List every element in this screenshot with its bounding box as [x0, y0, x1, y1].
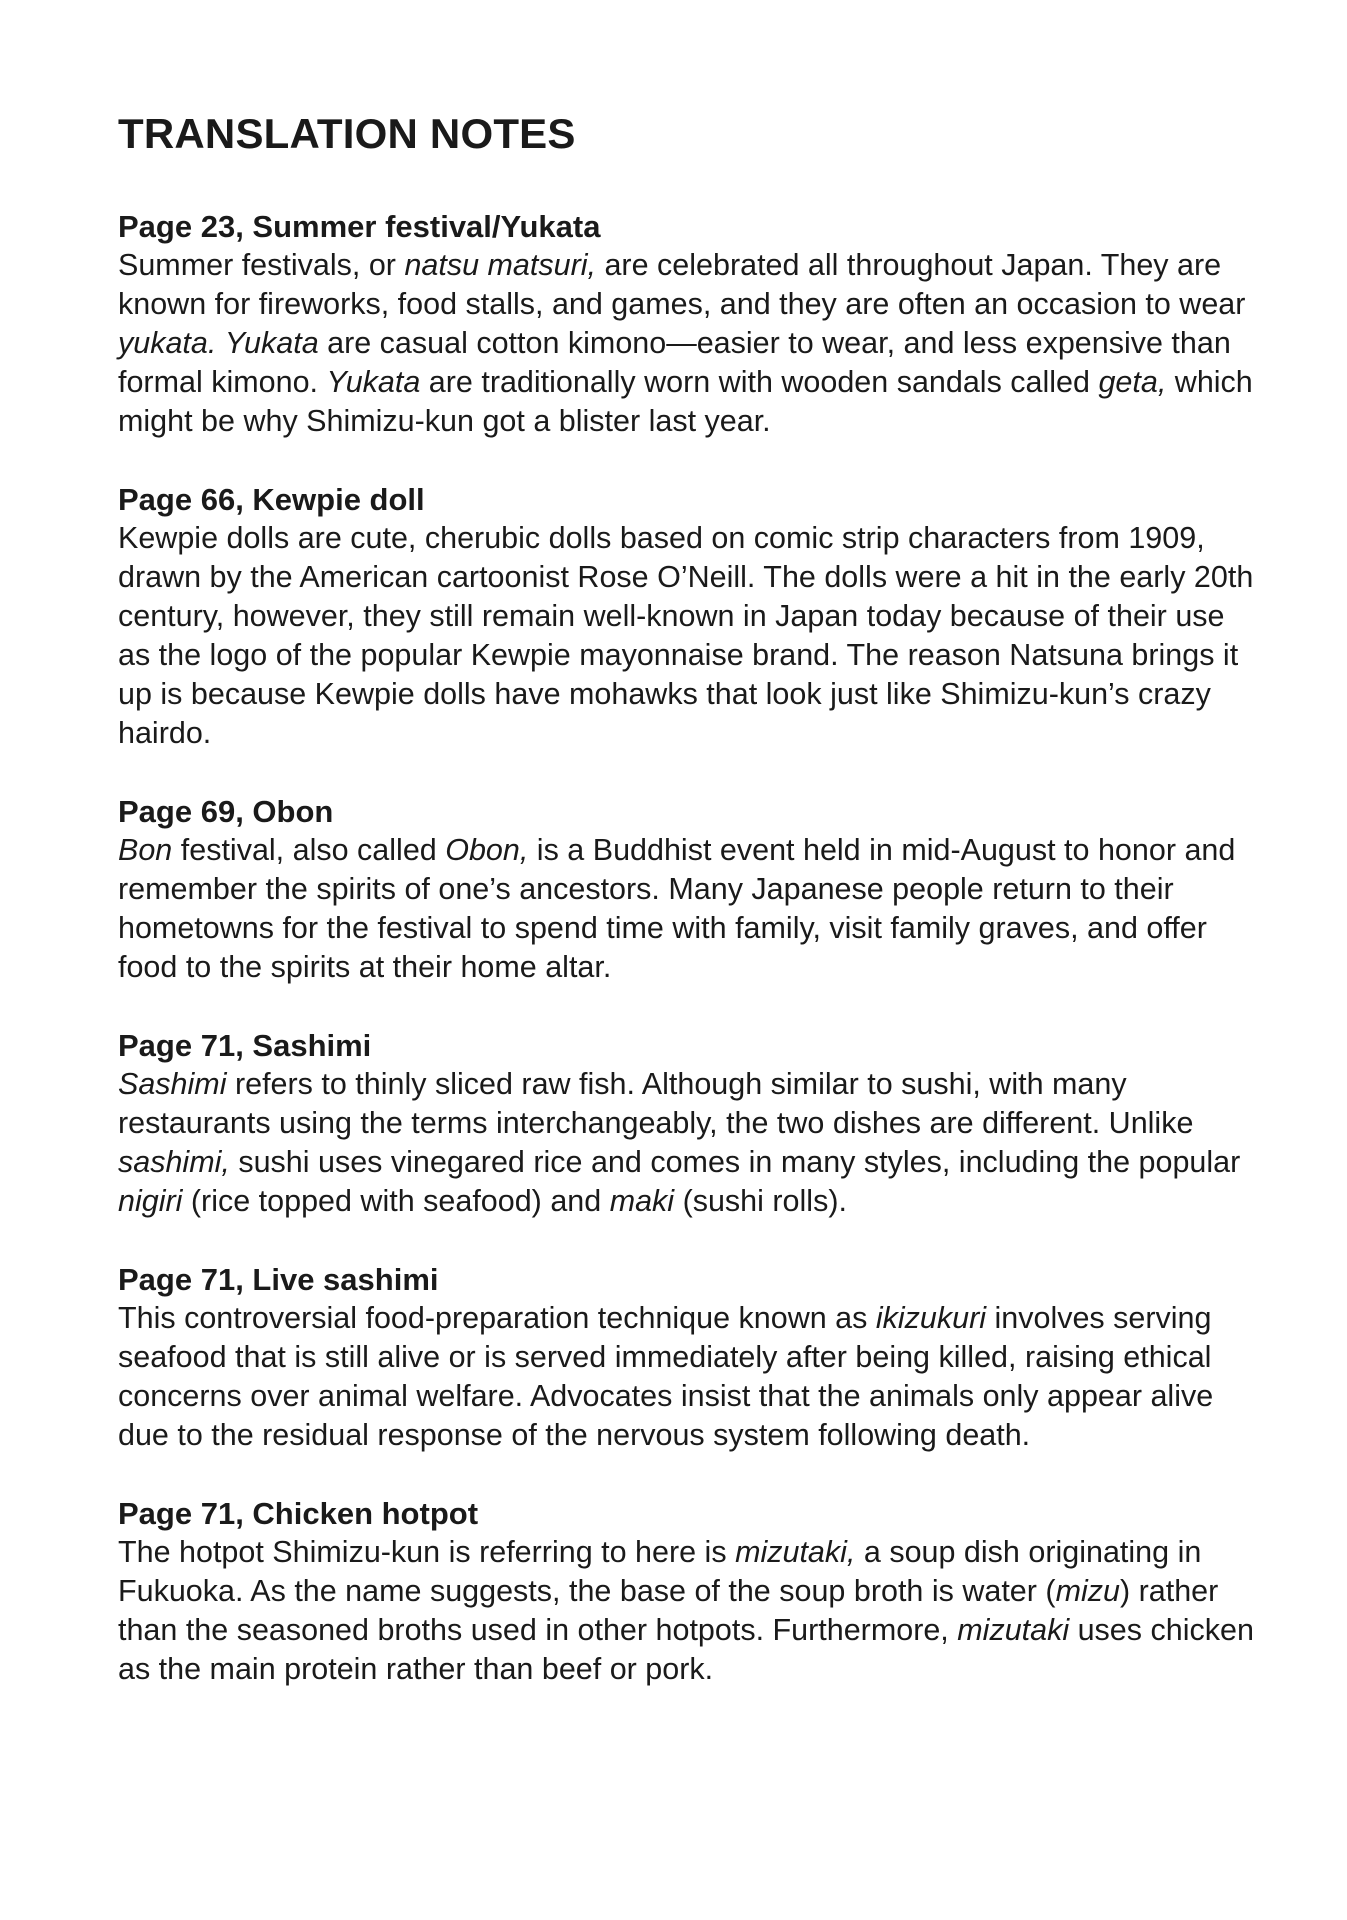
italic-term: mizutaki: [957, 1613, 1070, 1647]
notes-list: [118, 207, 1257, 1689]
text-run: (rice topped with seafood) and: [182, 1184, 610, 1218]
italic-term: mizu: [1055, 1574, 1120, 1608]
text-run: refers to thinly sliced raw fish. Although similar to sushi, with many restaurants using the terms interchangeably, the two dishes are different. Unlike: [118, 1067, 1194, 1140]
note-body: [118, 246, 1257, 441]
italic-term: Sashimi: [118, 1067, 227, 1101]
text-run: a soup dish originating in Fukuoka. As the name suggests, the base of the soup broth is water (: [118, 1535, 1202, 1608]
page-title: TRANSLATION NOTES: [118, 110, 576, 157]
italic-term: nigiri: [118, 1184, 183, 1218]
italic-term: yukata.: [118, 326, 217, 360]
translation-note: [118, 1026, 1257, 1221]
italic-term: Bon: [118, 833, 173, 867]
note-body: [118, 831, 1257, 987]
translation-note: [118, 480, 1257, 753]
note-body: [118, 1533, 1257, 1689]
translation-note: [118, 792, 1257, 987]
note-body: [118, 519, 1257, 753]
italic-term: natsu matsuri,: [404, 248, 596, 282]
italic-term: maki: [609, 1184, 675, 1218]
italic-term: geta,: [1098, 365, 1167, 399]
text-run: Summer festivals, or: [118, 248, 405, 282]
text-run: [216, 326, 224, 360]
text-run: sushi uses vinegared rice and comes in many styles, including the popular: [229, 1145, 1241, 1179]
text-run: festival, also called: [172, 833, 446, 867]
text-run: are casual cotton kimono—easier to wear, and less expensive than formal kimono.: [118, 326, 1231, 399]
note-heading: Page 71, Sashimi: [118, 1028, 372, 1063]
italic-term: Yukata: [326, 365, 421, 399]
text-run: is a Buddhist event held in mid-August to honor and remember the spirits of one’s ancestors. Many Japanese people return to their hometowns for the festival to spend time with family, visit family graves, and offer food to the spirits at their home altar.: [118, 833, 1236, 984]
italic-term: mizutaki,: [735, 1535, 856, 1569]
note-heading: Page 71, Chicken hotpot: [118, 1496, 479, 1531]
text-run: uses chicken as the main protein rather than beef or pork.: [118, 1613, 1254, 1686]
italic-term: ikizukuri: [875, 1301, 987, 1335]
text-run: are celebrated all throughout Japan. They are known for fireworks, food stalls, and games, and they are often an occasion to wear: [118, 248, 1246, 321]
text-run: Kewpie dolls are cute, cherubic dolls based on comic strip characters from 1909, drawn by the American cartoonist Rose O’Neill. The dolls were a hit in the early 20th century, however, they still remain well-known in Japan today because of their use as the logo of the popular Kewpie mayonnaise brand. The reason Natsuna brings it up is because Kewpie dolls have mohawks that look just like Shimizu-kun’s crazy hairdo.: [118, 521, 1254, 750]
translation-note: [118, 1494, 1257, 1689]
italic-term: sashimi,: [118, 1145, 230, 1179]
note-heading: Page 66, Kewpie doll: [118, 482, 425, 517]
note-body: [118, 1299, 1257, 1455]
text-run: This controversial food-preparation technique known as: [118, 1301, 876, 1335]
note-heading: Page 69, Obon: [118, 794, 334, 829]
note-heading: Page 23, Summer festival/Yukata: [118, 209, 601, 244]
text-run: involves serving seafood that is still alive or is served immediately after being killed, raising ethical concerns over animal welfare. Advocates insist that the animals only appear alive due to the residual response of the nervous system following death.: [118, 1301, 1214, 1452]
translation-note: [118, 207, 1257, 441]
text-run: ) rather than the seasoned broths used in other hotpots. Furthermore,: [118, 1574, 1219, 1647]
text-run: which might be why Shimizu-kun got a blister last year.: [118, 365, 1253, 438]
italic-term: Obon,: [445, 833, 529, 867]
text-run: The hotpot Shimizu-kun is referring to here is: [118, 1535, 736, 1569]
text-run: are traditionally worn with wooden sandals called: [420, 365, 1099, 399]
note-body: [118, 1065, 1257, 1221]
note-heading: Page 71, Live sashimi: [118, 1262, 439, 1297]
italic-term: Yukata: [224, 326, 319, 360]
translation-note: [118, 1260, 1257, 1455]
text-run: (sushi rolls).: [674, 1184, 847, 1218]
